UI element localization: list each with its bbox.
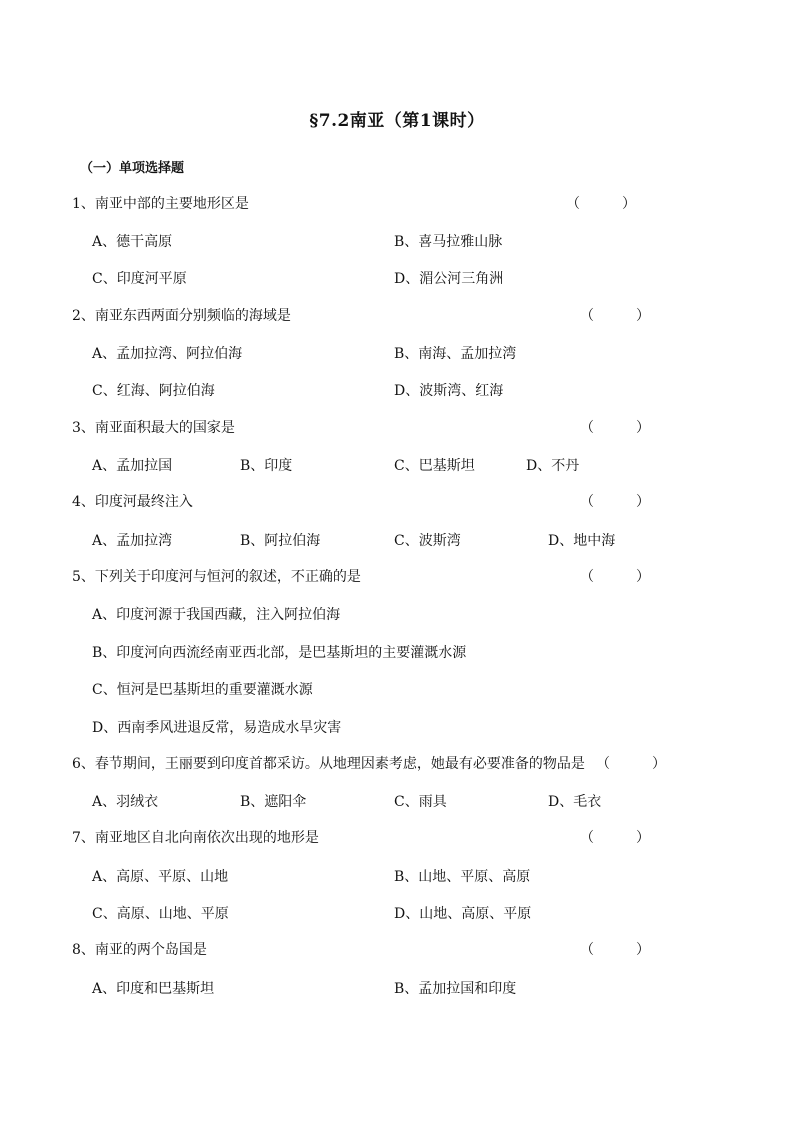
question-7-option-b[interactable]: B、山地、平原、高原 [394,869,531,885]
page-title: §7.2南亚（第1课时） [309,111,485,131]
question-8-stem: 8、南亚的两个岛国是 [72,942,207,958]
question-2-stem: 2、南亚东西两面分别频临的海域是 [72,308,291,324]
question-4-option-b[interactable]: B、阿拉伯海 [240,533,321,549]
question-1-option-b[interactable]: B、喜马拉雅山脉 [394,234,503,250]
question-4-answer-blank[interactable]: （ ） [580,494,650,510]
question-1-option-d[interactable]: D、湄公河三角洲 [394,271,504,287]
question-6-answer-blank[interactable]: （ ） [596,756,666,772]
question-3-answer-blank[interactable]: （ ） [580,420,650,436]
question-4-option-d[interactable]: D、地中海 [548,533,616,549]
question-3-stem: 3、南亚面积最大的国家是 [72,420,235,436]
question-5-option-a[interactable]: A、印度河源于我国西藏，注入阿拉伯海 [92,607,341,623]
question-7-stem: 7、南亚地区自北向南依次出现的地形是 [72,830,319,846]
question-8-option-b[interactable]: B、孟加拉国和印度 [394,981,517,997]
question-1-answer-blank[interactable]: （ ） [566,196,636,212]
question-5-stem: 5、下列关于印度河与恒河的叙述，不正确的是 [72,569,361,585]
question-4-stem: 4、印度河最终注入 [72,494,193,510]
question-4-option-c[interactable]: C、波斯湾 [394,533,461,549]
question-6-option-b[interactable]: B、遮阳伞 [240,794,307,810]
question-6-option-d[interactable]: D、毛衣 [548,794,602,810]
section-heading: （一）单项选择题 [80,161,185,176]
question-2-option-a[interactable]: A、孟加拉湾、阿拉伯海 [92,346,243,362]
question-2-option-c[interactable]: C、红海、阿拉伯海 [92,383,215,399]
question-5-option-d[interactable]: D、西南季风进退反常，易造成水旱灾害 [92,720,342,736]
question-7-option-a[interactable]: A、高原、平原、山地 [92,869,229,885]
question-4-option-a[interactable]: A、孟加拉湾 [92,533,173,549]
question-6-option-a[interactable]: A、羽绒衣 [92,794,159,810]
question-5-option-c[interactable]: C、恒河是巴基斯坦的重要灌溉水源 [92,682,313,698]
question-3-option-b[interactable]: B、印度 [240,458,293,474]
question-8-answer-blank[interactable]: （ ） [580,942,650,958]
question-1-option-a[interactable]: A、德干高原 [92,234,173,250]
question-1-option-c[interactable]: C、印度河平原 [92,271,187,287]
question-7-option-c[interactable]: C、高原、山地、平原 [92,906,229,922]
question-2-answer-blank[interactable]: （ ） [580,308,650,324]
question-5-option-b[interactable]: B、印度河向西流经南亚西北部，是巴基斯坦的主要灌溉水源 [92,645,467,661]
question-3-option-c[interactable]: C、巴基斯坦 [394,458,475,474]
question-6-option-c[interactable]: C、雨具 [394,794,447,810]
question-8-option-a[interactable]: A、印度和巴基斯坦 [92,981,215,997]
question-2-option-b[interactable]: B、南海、孟加拉湾 [394,346,517,362]
question-7-answer-blank[interactable]: （ ） [580,830,650,846]
question-5-answer-blank[interactable]: （ ） [580,569,650,585]
question-3-option-a[interactable]: A、孟加拉国 [92,458,173,474]
question-1-stem: 1、南亚中部的主要地形区是 [72,196,249,212]
question-6-stem: 6、春节期间，王丽要到印度首都采访。从地理因素考虑，她最有必要准备的物品是 [72,756,585,772]
question-3-option-d[interactable]: D、不丹 [526,458,580,474]
question-2-option-d[interactable]: D、波斯湾、红海 [394,383,504,399]
question-7-option-d[interactable]: D、山地、高原、平原 [394,906,532,922]
